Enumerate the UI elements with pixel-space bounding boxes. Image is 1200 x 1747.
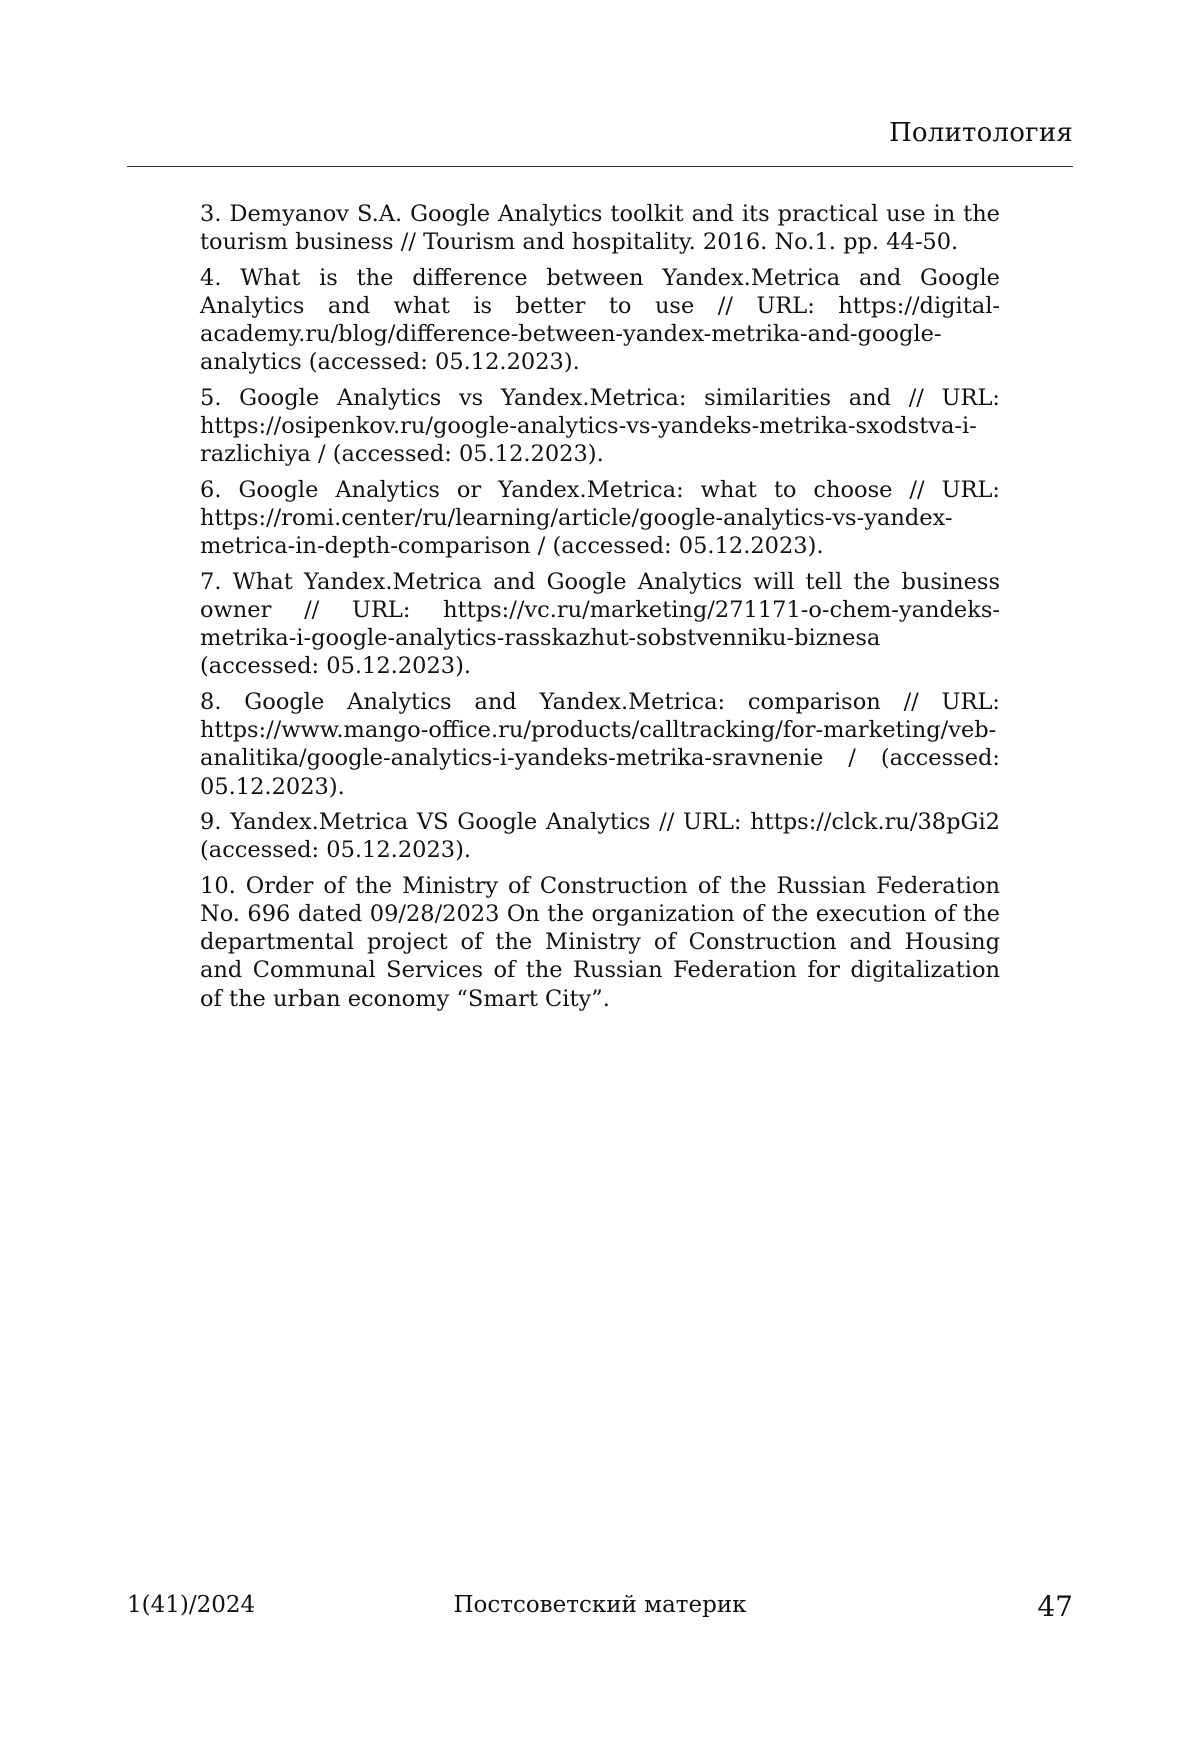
reference-item: 7. What Yandex.Metrica and Google Analytics will tell the business owner // URL: https://vc.ru/marketing/271171-o-chem-yandeks-metrika-i-google-analytics-rasskazhut-sobstvenniku-biznesa (accessed: 05.12.2023). <box>200 568 1000 680</box>
reference-item: 9. Yandex.Metrica VS Google Analytics // URL: https://clck.ru/38pGi2 (accessed: 05.12.2023). <box>200 808 1000 864</box>
reference-item: 3. Demyanov S.A. Google Analytics toolkit and its practical use in the tourism business // Tourism and hospitality. 2016. No.1. pp. 44-50. <box>200 201 1000 256</box>
journal-title: Постсоветский материк <box>453 1592 747 1618</box>
reference-item: 5. Google Analytics vs Yandex.Metrica: similarities and // URL: https://osipenkov.ru/google-analytics-vs-yandeks-metrika-sxodstva-i-razlichiya / (accessed: 05.12.2023). <box>200 384 1000 468</box>
running-head-section: Политология <box>889 118 1073 148</box>
reference-list <box>200 200 1000 1020</box>
reference-item: 6. Google Analytics or Yandex.Metrica: what to choose // URL: https://romi.center/ru/learning/article/google-analytics-vs-yandex-metrica-in-depth-comparison / (accessed: 05.12.2023). <box>200 476 1000 560</box>
page-number: 47 <box>1037 1590 1073 1623</box>
reference-item: 4. What is the difference between Yandex.Metrica and Google Analytics and what is better to use // URL: https://digital-academy.ru/blog/difference-between-yandex-metrika-and-google-analytics (accessed: 05.12.2023). <box>200 264 1000 376</box>
page-footer <box>127 1590 1073 1630</box>
issue-number: 1(41)/2024 <box>127 1592 256 1618</box>
reference-item: 10. Order of the Ministry of Construction of the Russian Federation No. 696 dated 09/28/2023 On the organization of the execution of the departmental project of the Ministry of Construction and Housing and Communal Services of the Russian Federation for digitalization of the urban economy “Smart City”. <box>200 872 1000 1012</box>
reference-item: 8. Google Analytics and Yandex.Metrica: comparison // URL: https://www.mango-office.ru/products/calltracking/for-marketing/veb-analitika/google-analytics-i-yandeks-metrika-sravnenie / (accessed: 05.12.2023). <box>200 688 1000 800</box>
header-divider <box>127 166 1073 167</box>
